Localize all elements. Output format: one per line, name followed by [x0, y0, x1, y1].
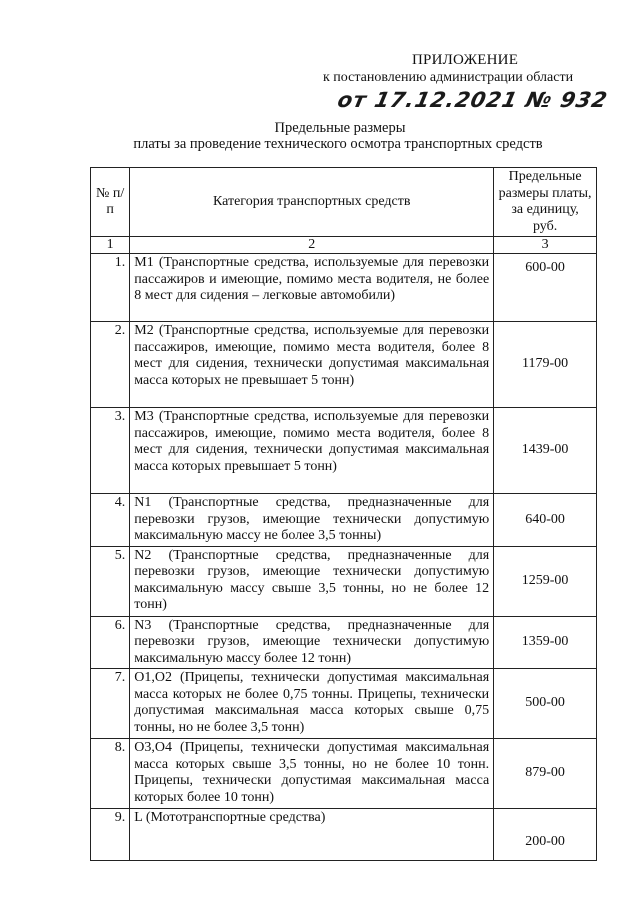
header-category: Категория транспортных средств: [130, 168, 494, 237]
row-category: N3 (Транспортные средства, предназначенные для перевозки грузов, имеющие технически допустимую максимальную массу более 12 тонн): [130, 616, 494, 669]
table-row: [91, 408, 597, 494]
document-title: [0, 120, 640, 152]
row-num: 7.: [91, 669, 130, 739]
row-num: 8.: [91, 739, 130, 809]
table-row: [91, 546, 597, 616]
appendix-date-number: от 17.12.2021 № 932: [335, 88, 611, 112]
row-category: M2 (Транспортные средства, используемые для перевозки пассажиров, имеющие, помимо места водителя, более 8 мест для сидения, технически допустимая максимальная масса которых не превышает 5 тонн): [130, 322, 494, 408]
row-fee: 879-00: [494, 739, 597, 809]
row-category: N1 (Транспортные средства, предназначенные для перевозки грузов, имеющие технически допустимую максимальную массу не более 3,5 тонны): [130, 494, 494, 547]
row-category: O3,O4 (Прицепы, технически допустимая максимальная масса которых свыше 3,5 тонны, но не более 10 тонн. Прицепы, технически допустимая максимальная масса которых более 10 тонн): [130, 739, 494, 809]
row-category: M3 (Транспортные средства, используемые для перевозки пассажиров, имеющие, помимо места водителя, более 8 мест для сидения, технически допустимая максимальная масса которых превышает 5 тонн): [130, 408, 494, 494]
table-row: [91, 809, 597, 861]
document-title-line1: Предельные размеры: [274, 120, 406, 136]
row-num: 9.: [91, 809, 130, 861]
row-num: 2.: [91, 322, 130, 408]
row-num: 5.: [91, 546, 130, 616]
row-num: 4.: [91, 494, 130, 547]
row-category: L (Мототранспортные средства): [130, 809, 494, 861]
row-fee: 640-00: [494, 494, 597, 547]
row-num: 6.: [91, 616, 130, 669]
header-fee: Предельные размеры платы, за единицу, руб.: [494, 168, 597, 237]
row-fee: 600-00: [494, 254, 597, 322]
column-index-1: 1: [91, 237, 130, 254]
row-num: 1.: [91, 254, 130, 322]
row-fee: 1179-00: [494, 322, 597, 408]
appendix-subtitle: к постановлению администрации области: [323, 70, 574, 85]
table-row: [91, 322, 597, 408]
header-num: № п/п: [91, 168, 130, 237]
table-row: [91, 739, 597, 809]
fees-table: [90, 167, 597, 861]
table-header-row: [91, 168, 597, 237]
document-title-line2: платы за проведение технического осмотра транспортных средств: [133, 136, 543, 152]
row-fee: 1259-00: [494, 546, 597, 616]
row-fee: 1439-00: [494, 408, 597, 494]
row-fee: 500-00: [494, 669, 597, 739]
table-row: [91, 616, 597, 669]
column-index-3: 3: [494, 237, 597, 254]
row-category: N2 (Транспортные средства, предназначенные для перевозки грузов, имеющие технически допустимую максимальную массу свыше 3,5 тонны, но не более 12 тонн): [130, 546, 494, 616]
column-index-2: 2: [130, 237, 494, 254]
row-category: O1,O2 (Прицепы, технически допустимая максимальная масса которых не более 0,75 тонны. Прицепы, технически допустимая максимальная масса которых свыше 0,75 тонны, но не более 3,5 тонн): [130, 669, 494, 739]
row-fee: 200-00: [494, 809, 597, 861]
table-row: [91, 254, 597, 322]
table-row: [91, 669, 597, 739]
row-num: 3.: [91, 408, 130, 494]
row-category: M1 (Транспортные средства, используемые для перевозки пассажиров и имеющие, помимо места водителя, не более 8 мест для сидения – легковые автомобили): [130, 254, 494, 322]
column-index-row: [91, 237, 597, 254]
row-fee: 1359-00: [494, 616, 597, 669]
appendix-title: ПРИЛОЖЕНИЕ: [412, 52, 519, 68]
table-row: [91, 494, 597, 547]
